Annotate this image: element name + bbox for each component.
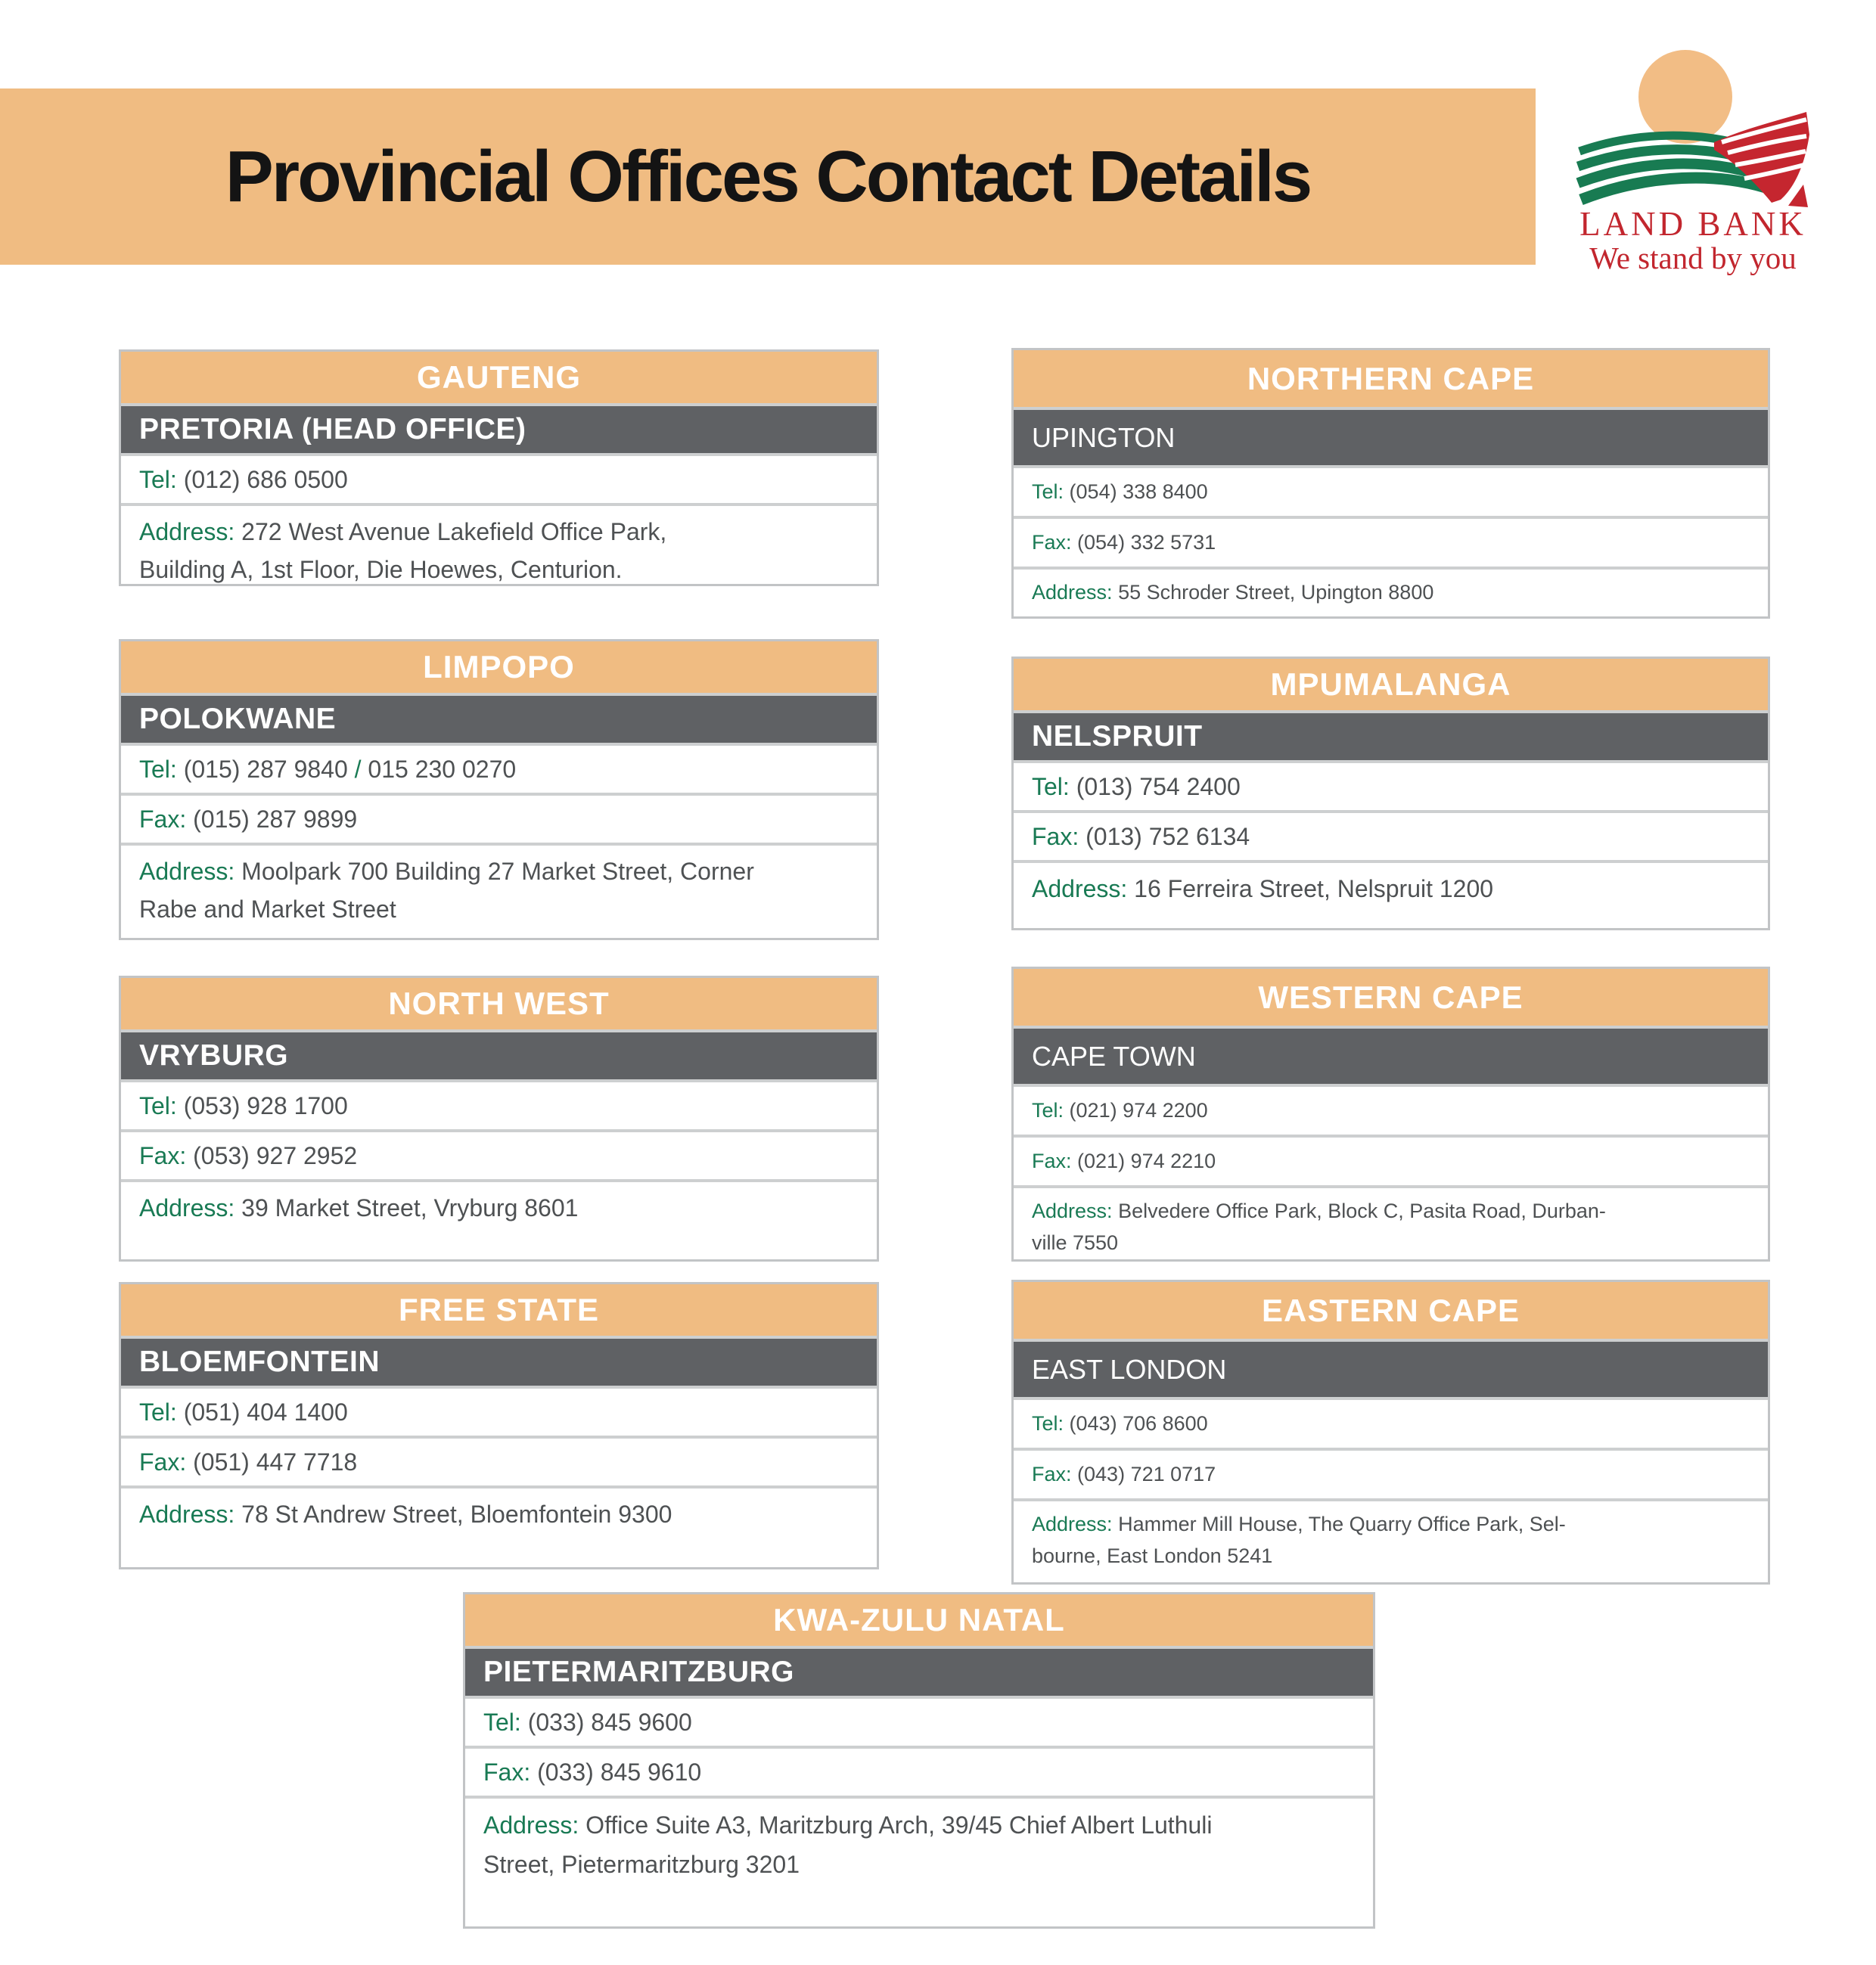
- tel-row: [465, 1696, 1373, 1746]
- tel-label: Tel:: [1032, 1412, 1064, 1435]
- landbank-logo-wordmark: LAND BANK: [1579, 205, 1806, 243]
- fax-value: (054) 332 5731: [1077, 531, 1216, 554]
- province-header: NORTHERN CAPE: [1014, 350, 1768, 407]
- city-bar: PIETERMARITZBURG: [465, 1646, 1373, 1696]
- page-title: Provincial Offices Contact Details: [225, 135, 1311, 217]
- address-row: [121, 1485, 877, 1567]
- city-bar: PRETORIA (HEAD OFFICE): [121, 403, 877, 453]
- city-bar: UPINGTON: [1014, 407, 1768, 465]
- tel-value: (043) 706 8600: [1069, 1412, 1208, 1435]
- address-label: Address:: [139, 1194, 235, 1222]
- address-row: [121, 843, 877, 938]
- tel-label: Tel:: [139, 1091, 177, 1119]
- province-card-northern-cape: [1011, 348, 1770, 619]
- title-banner: [0, 88, 1536, 265]
- tel-separator: /: [354, 755, 362, 783]
- address-label: Address:: [139, 1501, 235, 1528]
- fax-value: (051) 447 7718: [193, 1448, 358, 1476]
- province-header: MPUMALANGA: [1014, 659, 1768, 710]
- tel-row: [121, 453, 877, 503]
- province-card-kwa-zulu-natal: [463, 1592, 1375, 1929]
- address-label: Address:: [139, 518, 235, 545]
- province-card-north-west: [119, 976, 879, 1262]
- address-value: 55 Schroder Street, Upington 8800: [1118, 581, 1434, 604]
- province-card-gauteng: [119, 349, 879, 586]
- province-card-free-state: [119, 1282, 879, 1569]
- fax-value: (033) 845 9610: [537, 1758, 702, 1786]
- landbank-logo-tagline: We stand by you: [1589, 241, 1797, 275]
- tel-value: (053) 928 1700: [183, 1091, 348, 1119]
- fax-row: [1014, 810, 1768, 860]
- address-row: [1014, 567, 1768, 616]
- fax-row: [1014, 1448, 1768, 1498]
- tel-value: (033) 845 9600: [527, 1708, 692, 1736]
- tel-label: Tel:: [139, 1398, 177, 1426]
- address-value: 78 St Andrew Street, Bloemfontein 9300: [241, 1501, 672, 1528]
- fax-label: Fax:: [139, 805, 187, 833]
- address-value: Moolpark 700 Building 27 Market Street, Corner Rabe and Market Street: [139, 858, 754, 923]
- province-header: NORTH WEST: [121, 978, 877, 1029]
- address-label: Address:: [139, 858, 235, 885]
- tel-label: Tel:: [1032, 772, 1070, 800]
- province-header: KWA-ZULU NATAL: [465, 1594, 1373, 1646]
- fax-label: Fax:: [1032, 1463, 1072, 1485]
- red-flag-icon: [1714, 112, 1809, 207]
- tel-row: [1014, 760, 1768, 810]
- tel-label: Tel:: [1032, 480, 1064, 503]
- address-row: [1014, 1498, 1768, 1582]
- address-value: 16 Ferreira Street, Nelspruit 1200: [1134, 875, 1494, 902]
- address-label: Address:: [1032, 1200, 1113, 1222]
- province-card-limpopo: [119, 639, 879, 940]
- tel-value: (012) 686 0500: [183, 465, 348, 493]
- fax-label: Fax:: [1032, 531, 1072, 554]
- fax-row: [121, 1436, 877, 1485]
- address-value: 272 West Avenue Lakefield Office Park, Building A, 1st Floor, Die Hoewes, Centurion.: [139, 518, 667, 583]
- fax-row: [121, 1129, 877, 1179]
- address-label: Address:: [1032, 1513, 1113, 1535]
- province-header: GAUTENG: [121, 352, 877, 403]
- address-value: Office Suite A3, Maritzburg Arch, 39/45 Chief Albert Luthuli Street, Pietermaritzburg 3201: [483, 1811, 1213, 1878]
- city-bar: POLOKWANE: [121, 693, 877, 743]
- fax-row: [465, 1746, 1373, 1796]
- province-header: LIMPOPO: [121, 641, 877, 693]
- city-bar: EAST LONDON: [1014, 1339, 1768, 1397]
- tel-value-2: 015 230 0270: [368, 755, 517, 783]
- tel-label: Tel:: [483, 1708, 521, 1736]
- address-value: 39 Market Street, Vryburg 8601: [241, 1194, 579, 1222]
- tel-row: [121, 1079, 877, 1129]
- city-bar: BLOEMFONTEIN: [121, 1336, 877, 1386]
- address-value: Belvedere Office Park, Block C, Pasita Road, Durban-ville 7550: [1032, 1200, 1606, 1254]
- address-label: Address:: [483, 1811, 579, 1839]
- province-card-mpumalanga: [1011, 657, 1770, 930]
- city-bar: VRYBURG: [121, 1029, 877, 1079]
- tel-value: (051) 404 1400: [183, 1398, 348, 1426]
- address-row: [121, 503, 877, 588]
- landbank-logo: [1575, 48, 1811, 275]
- fax-value: (013) 752 6134: [1086, 822, 1250, 850]
- fax-value: (053) 927 2952: [193, 1141, 358, 1169]
- fax-row: [1014, 516, 1768, 567]
- tel-row: [121, 743, 877, 793]
- tel-label: Tel:: [1032, 1099, 1064, 1122]
- province-card-eastern-cape: [1011, 1280, 1770, 1585]
- fax-label: Fax:: [1032, 1150, 1072, 1172]
- tel-row: [1014, 1084, 1768, 1135]
- address-row: [1014, 1185, 1768, 1259]
- fax-label: Fax:: [139, 1448, 187, 1476]
- fax-label: Fax:: [483, 1758, 531, 1786]
- address-label: Address:: [1032, 875, 1128, 902]
- address-row: [1014, 860, 1768, 928]
- tel-row: [1014, 465, 1768, 516]
- tel-value: (013) 754 2400: [1076, 772, 1241, 800]
- tel-value: (021) 974 2200: [1069, 1099, 1208, 1122]
- fax-value: (015) 287 9899: [193, 805, 358, 833]
- city-bar: NELSPRUIT: [1014, 710, 1768, 760]
- province-header: WESTERN CAPE: [1014, 969, 1768, 1026]
- address-row: [465, 1796, 1373, 1926]
- fax-value: (043) 721 0717: [1077, 1463, 1216, 1485]
- province-header: EASTERN CAPE: [1014, 1282, 1768, 1339]
- tel-row: [121, 1386, 877, 1436]
- fax-label: Fax:: [1032, 822, 1079, 850]
- fax-row: [1014, 1135, 1768, 1185]
- province-card-western-cape: [1011, 967, 1770, 1262]
- tel-row: [1014, 1397, 1768, 1448]
- fax-value: (021) 974 2210: [1077, 1150, 1216, 1172]
- landbank-logo-graphic: [1575, 48, 1811, 211]
- sun-icon: [1638, 50, 1732, 144]
- fax-label: Fax:: [139, 1141, 187, 1169]
- province-header: FREE STATE: [121, 1284, 877, 1336]
- tel-label: Tel:: [139, 465, 177, 493]
- tel-value: (054) 338 8400: [1069, 480, 1208, 503]
- city-bar: CAPE TOWN: [1014, 1026, 1768, 1084]
- tel-label: Tel:: [139, 755, 177, 783]
- tel-value: (015) 287 9840: [183, 755, 348, 783]
- address-value: Hammer Mill House, The Quarry Office Park, Sel-bourne, East London 5241: [1032, 1513, 1566, 1567]
- fax-row: [121, 793, 877, 843]
- address-label: Address:: [1032, 581, 1113, 604]
- address-row: [121, 1179, 877, 1259]
